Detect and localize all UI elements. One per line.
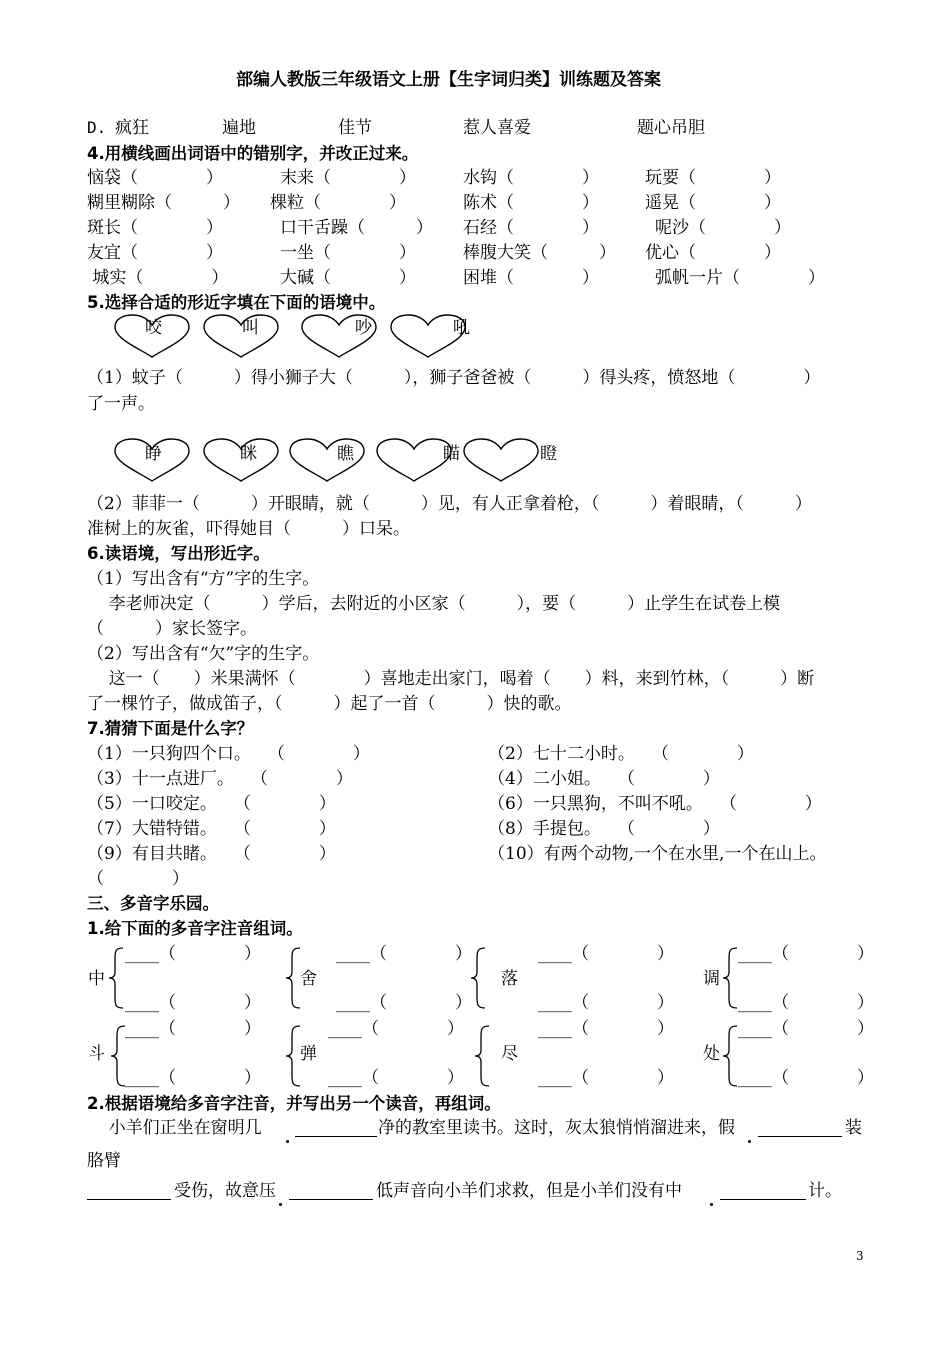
q4-item: 大碱（ ） [280,268,416,288]
brace [285,947,301,1009]
heart-shape [288,437,366,483]
answer-line [720,1199,806,1200]
context-text: 低声音向小羊们求救，但是小羊们没有中 [376,1181,682,1201]
q4-item: 斑长（ ） [87,218,223,238]
q4-item: 棵粒（ ） [270,193,406,213]
pinyin-blank: ____（ ） [738,1019,874,1039]
q4-item: 呢沙（ ） [655,218,791,238]
riddle-item: （4）二小姐。 （ ） [488,769,720,789]
pinyin-blank: ____（ ） [125,944,261,964]
brace [722,947,738,1009]
page-number: 3 [856,1249,864,1263]
q5-heading: 5.选择合适的形近字填在下面的语境中。 [87,293,386,312]
riddle-item: （8）手提包。 （ ） [488,819,720,839]
q4-item: 糊里糊除（ ） [87,193,240,213]
heart-char: 瞪 [540,444,557,464]
heart-char: 睁 [145,444,162,464]
q4-heading: 4.用横线画出词语中的错别字，并改正过来。 [87,144,419,163]
riddle-item: （6）一只黑狗，不叫不吼。 （ ） [488,794,822,814]
heart-char: 吵 [355,318,372,338]
riddle-item: （5）一口咬定。 （ ） [87,794,336,814]
answer-line [289,1199,373,1200]
brace [285,1025,301,1087]
polyphonic-char: 落 [501,969,518,989]
section-3-q2-heading: 2.根据语境给多音字注音，并写出另一个读音，再组词。 [87,1094,501,1113]
polyphonic-char: 斗 [88,1044,105,1064]
pinyin-blank: ____（ ） [538,1068,674,1088]
brace [110,1025,126,1087]
polyphonic-char: 舍 [300,969,317,989]
riddle-item: （1）一只狗四个口。 （ ） [87,744,370,764]
context-text: 计。 [808,1181,842,1201]
emphasis-dot [748,1140,751,1143]
q4-item: 石经（ ） [463,218,599,238]
section-3-heading: 三、多音字乐园。 [87,894,219,913]
riddle-item: （3）十一点进厂。 （ ） [87,769,353,789]
emphasis-dot [286,1140,289,1143]
q6-part1-text-cont: （ ）家长签字。 [87,619,257,639]
polyphonic-char: 尽 [501,1044,518,1064]
pinyin-blank: ____（ ） [125,1068,261,1088]
option-label: D. [87,118,107,137]
emphasis-dot [279,1203,282,1206]
pinyin-blank: ____（ ） [125,993,261,1013]
riddle-answer-blank: （ ） [87,869,189,889]
q6-part2-intro: （2）写出含有“欠”字的生字。 [87,644,320,664]
q4-item: 优心（ ） [645,243,781,263]
polyphonic-char: 中 [88,969,105,989]
polyphonic-char: 调 [703,969,720,989]
context-text: 装 [845,1118,862,1138]
page-title: 部编人教版三年级语文上册【生字词归类】训练题及答案 [236,70,661,90]
q5-sentence-2-cont: 准树上的灰雀，吓得她目（ ）口呆。 [87,519,410,539]
pinyin-blank: ____（ ） [738,1068,874,1088]
pinyin-blank: ____（ ） [738,944,874,964]
section-3-q1-heading: 1.给下面的多音字注音组词。 [87,919,303,938]
pinyin-blank: ____（ ） [328,1019,464,1039]
q6-part2-text: 这一（ ）米果满怀（ ）喜地走出家门，喝着（ ）料，来到竹林，（ ）断 [87,669,815,689]
q6-part2-text-cont: 了一棵竹子，做成笛子，（ ）起了一首（ ）快的歌。 [87,694,572,714]
brace [474,1025,490,1087]
q5-sentence-2: （2）菲菲一（ ）开眼睛，就（ ）见，有人正拿着枪，（ ）着眼睛，（ ） [87,494,812,514]
riddle-item: （9）有目共睹。 （ ） [87,844,336,864]
context-text: 受伤，故意压 [174,1181,276,1201]
q4-item: 恼袋（ ） [87,168,223,188]
brace [722,1025,738,1087]
q4-item: 水钩（ ） [463,168,599,188]
pinyin-blank: ____（ ） [538,993,674,1013]
option-word: 惹人喜爱 [463,118,531,138]
q6-heading: 6.读语境，写出形近字。 [87,544,270,563]
q5-sentence-1: （1）蚊子（ ）得小狮子大（ ），狮子爸爸被（ ）得头疼，愤怒地（ ） [87,368,821,388]
pinyin-blank: ____（ ） [738,993,874,1013]
q7-heading: 7.猜猜下面是什么字？ [87,719,254,738]
pinyin-blank: ____（ ） [336,944,472,964]
answer-line [87,1199,171,1200]
brace [470,947,486,1009]
riddle-item: （2）七十二小时。 （ ） [488,744,754,764]
pinyin-blank: ____（ ） [125,1019,261,1039]
q4-item: 友宜（ ） [87,243,223,263]
q4-item: 城实（ ） [87,268,229,288]
q4-item: 棒腹大笑（ ） [463,243,616,263]
heart-shape [202,313,280,359]
q4-item: 末来（ ） [280,168,416,188]
heart-char: 瞧 [337,444,354,464]
pinyin-blank: ____（ ） [538,1019,674,1039]
heart-shape [462,437,540,483]
pinyin-blank: ____（ ） [336,993,472,1013]
heart-char: 吼 [453,318,470,338]
q4-item: 困堆（ ） [463,268,599,288]
riddle-item: （10）有两个动物,一个在水里,一个在山上。 [488,844,827,864]
heart-char: 咬 [145,318,162,338]
option-word: 遍地 [222,118,256,138]
pinyin-blank: ____（ ） [538,944,674,964]
heart-char: 瞄 [443,444,460,464]
q4-item: 一坐（ ） [280,243,416,263]
q4-item: 遥晃（ ） [645,193,781,213]
q4-item: 口干舌躁（ ） [280,218,433,238]
option-word: 疯狂 [115,118,149,138]
q6-part1-intro: （1）写出含有“方”字的生字。 [87,569,320,589]
q4-item: 陈术（ ） [463,193,599,213]
heart-char: 叫 [242,318,259,338]
brace [108,947,124,1009]
context-text: 小羊们正坐在窗明几 [87,1118,262,1138]
heart-char: 眯 [240,444,257,464]
q4-item: 玩要（ ） [645,168,781,188]
heart-shape [375,437,453,483]
q6-part1-text: 李老师决定（ ）学后，去附近的小区家（ ），要（ ）止学生在试卷上模 [87,594,781,614]
context-text: 胳臂 [87,1151,121,1171]
q5-sentence-1-cont: 了一声。 [87,394,155,414]
option-word: 佳节 [338,118,372,138]
context-text: 净的教室里读书。这时，灰太狼悄悄溜进来，假 [378,1118,735,1138]
emphasis-dot [710,1203,713,1206]
pinyin-blank: ____（ ） [328,1068,464,1088]
riddle-item: （7）大错特错。 （ ） [87,819,336,839]
answer-line [758,1136,842,1137]
option-word: 题心吊胆 [637,118,705,138]
polyphonic-char: 处 [703,1044,720,1064]
polyphonic-char: 弹 [300,1044,317,1064]
answer-line [295,1136,377,1137]
q4-item: 弧帆一片（ ） [655,268,825,288]
